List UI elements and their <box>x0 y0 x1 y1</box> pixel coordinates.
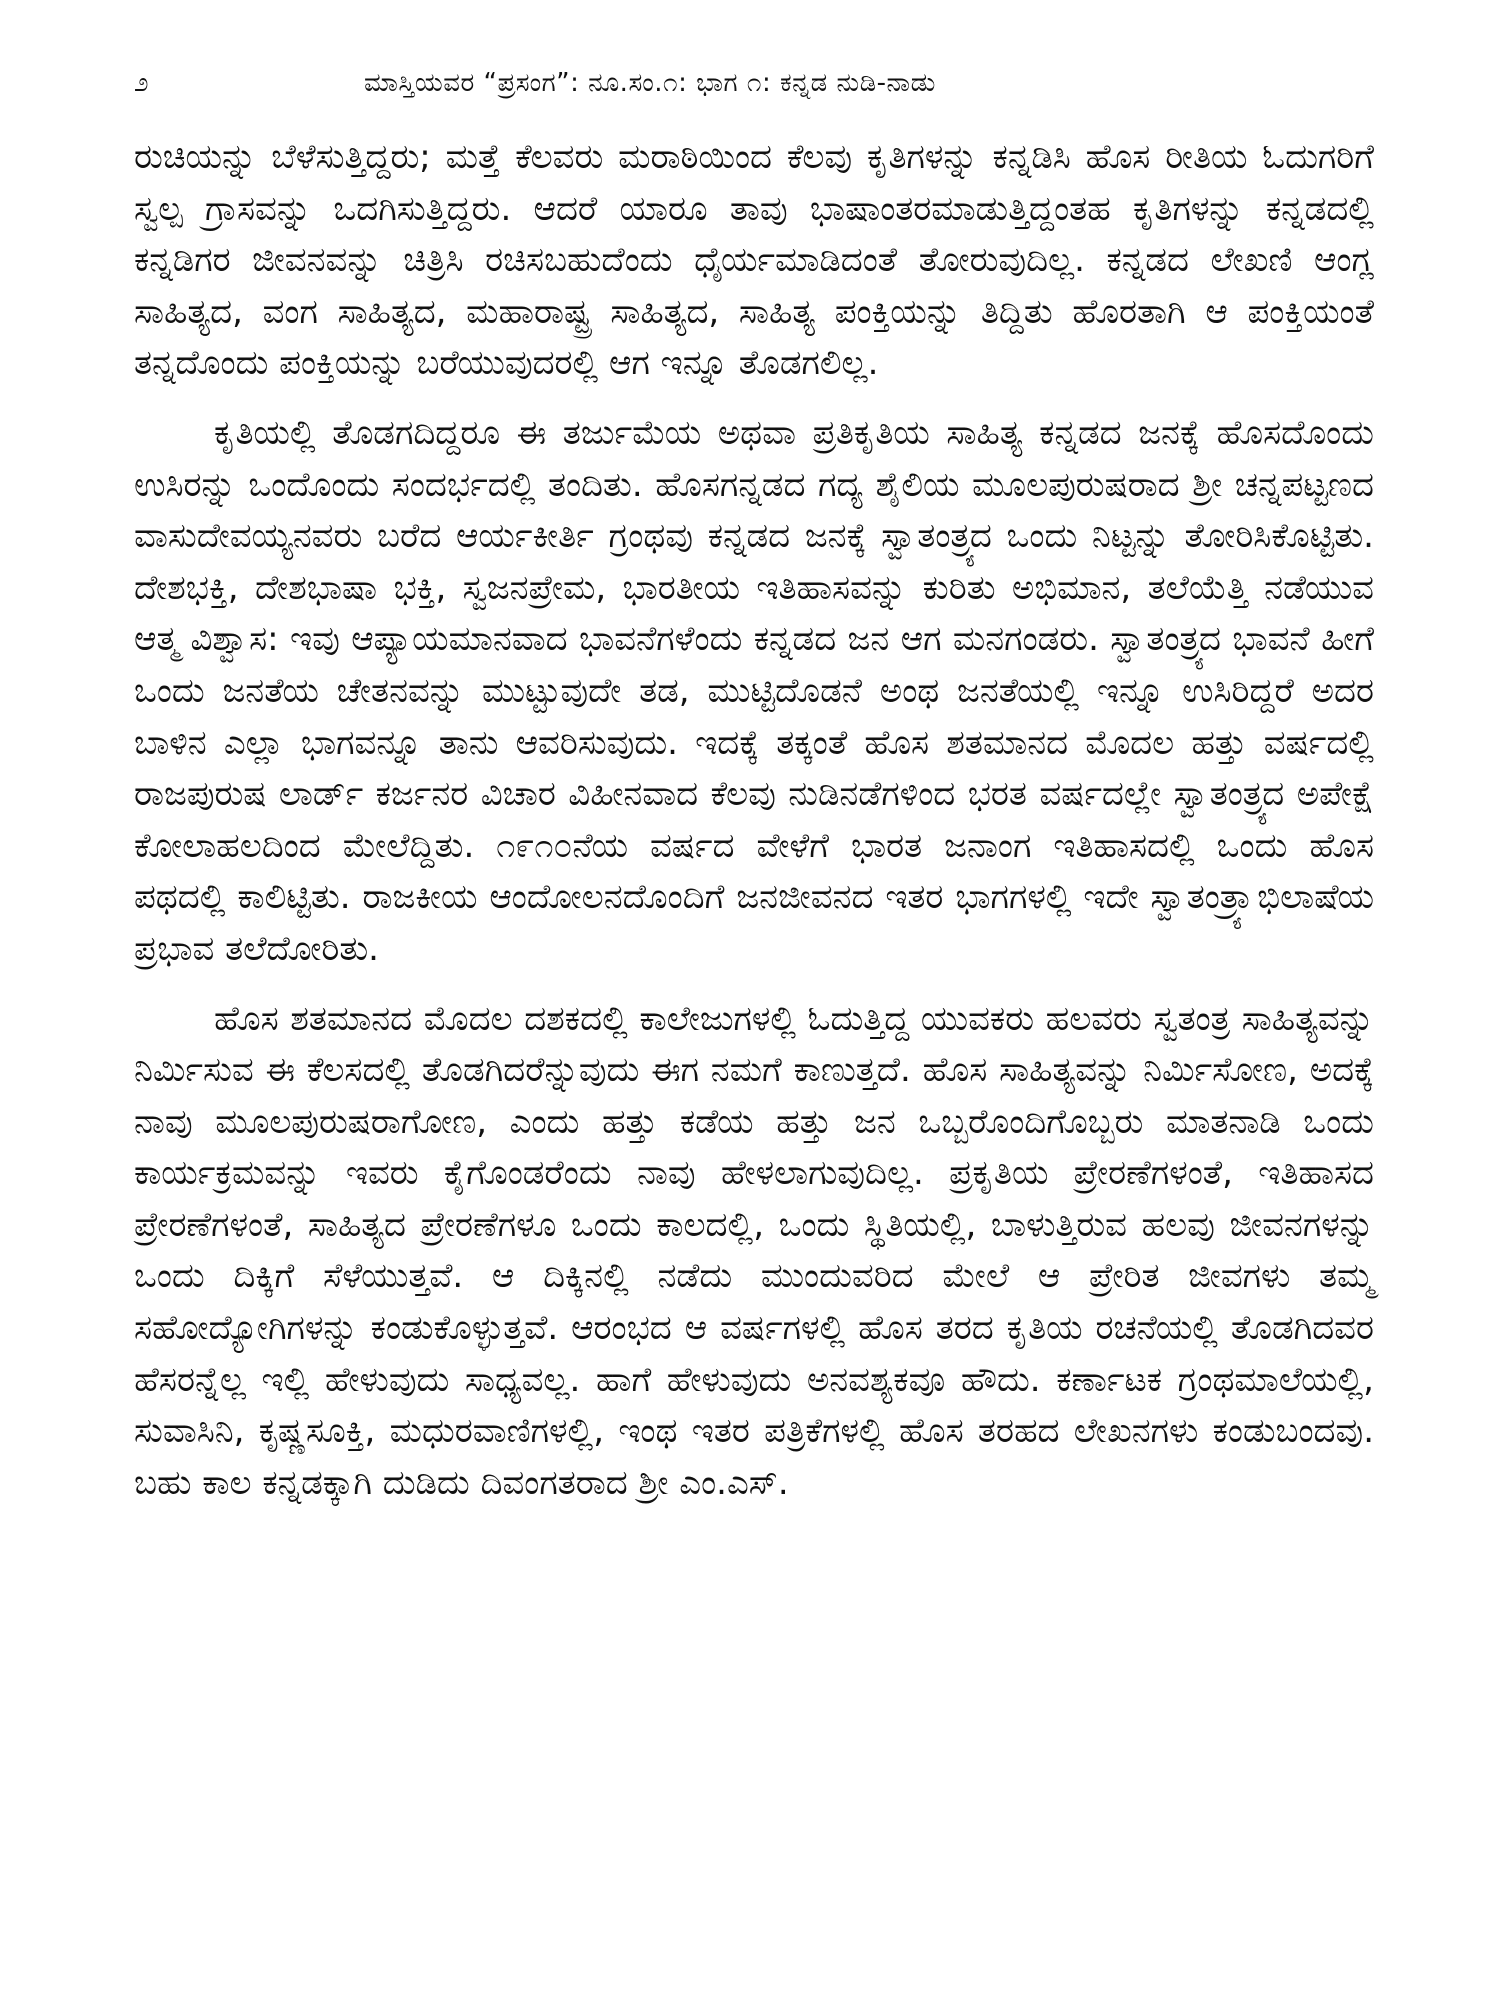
paragraph-1: ರುಚಿಯನ್ನು ಬೆಳೆಸುತ್ತಿದ್ದರು; ಮತ್ತೆ ಕೆಲವರು ಮರಾಠಿಯಿಂದ ಕೆಲವು ಕೃತಿಗಳನ್ನು ಕನ್ನಡಿಸಿ ಹೊಸ ರೀತಿಯ ಓದುಗರಿಗೆ ಸ್ವಲ್ಪ ಗ್ರಾಸವನ್ನು ಒದಗಿಸುತ್ತಿದ್ದರು. ಆದರೆ ಯಾರೂ ತಾವು ಭಾಷಾಂತರಮಾಡುತ್ತಿದ್ದಂತಹ ಕೃತಿಗಳನ್ನು ಕನ್ನಡದಲ್ಲಿ ಕನ್ನಡಿಗರ ಜೀವನವನ್ನು ಚಿತ್ರಿಸಿ ರಚಿಸಬಹುದೆಂದು ಧೈರ್ಯಮಾಡಿದಂತೆ ತೋರುವುದಿಲ್ಲ. ಕನ್ನಡದ ಲೇಖಣಿ ಆಂಗ್ಲ ಸಾಹಿತ್ಯದ, ವಂಗ ಸಾಹಿತ್ಯದ, ಮಹಾರಾಷ್ಟ್ರ ಸಾಹಿತ್ಯದ, ಸಾಹಿತ್ಯ ಪಂಕ್ತಿಯನ್ನು ತಿದ್ದಿತು ಹೊರತಾಗಿ ಆ ಪಂಕ್ತಿಯಂತೆ ತನ್ನದೊಂದು ಪಂಕ್ತಿಯನ್ನು ಬರೆಯುವುದರಲ್ಲಿ ಆಗ ಇನ್ನೂ ತೊಡಗಲಿಲ್ಲ. <box>134 137 1374 384</box>
page-number: ೨ <box>134 68 149 98</box>
paragraph-3: ಹೊಸ ಶತಮಾನದ ಮೊದಲ ದಶಕದಲ್ಲಿ ಕಾಲೇಜುಗಳಲ್ಲಿ ಓದುತ್ತಿದ್ದ ಯುವಕರು ಹಲವರು ಸ್ವತಂತ್ರ ಸಾಹಿತ್ಯವನ್ನು ನಿರ್ಮಿಸುವ ಈ ಕೆಲಸದಲ್ಲಿ ತೊಡಗಿದರೆನ್ನುವುದು ಈಗ ನಮಗೆ ಕಾಣುತ್ತದೆ. ಹೊಸ ಸಾಹಿತ್ಯವನ್ನು ನಿರ್ಮಿಸೋಣ, ಅದಕ್ಕೆ ನಾವು ಮೂಲಪುರುಷರಾಗೋಣ, ಎಂದು ಹತ್ತು ಕಡೆಯ ಹತ್ತು ಜನ ಒಬ್ಬರೊಂದಿಗೊಬ್ಬರು ಮಾತನಾಡಿ ಒಂದು ಕಾರ್ಯಕ್ರಮವನ್ನು ಇವರು ಕೈಗೊಂಡರೆಂದು ನಾವು ಹೇಳಲಾಗುವುದಿಲ್ಲ. ಪ್ರಕೃತಿಯ ಪ್ರೇರಣೆಗಳಂತೆ, ಇತಿಹಾಸದ ಪ್ರೇರಣೆಗಳಂತೆ, ಸಾಹಿತ್ಯದ ಪ್ರೇರಣೆಗಳೂ ಒಂದು ಕಾಲದಲ್ಲಿ, ಒಂದು ಸ್ಥಿತಿಯಲ್ಲಿ, ಬಾಳುತ್ತಿರುವ ಹಲವು ಜೀವನಗಳನ್ನು ಒಂದು ದಿಕ್ಕಿಗೆ ಸೆಳೆಯುತ್ತವೆ. ಆ ದಿಕ್ಕಿನಲ್ಲಿ ನಡೆದು ಮುಂದುವರಿದ ಮೇಲೆ ಆ ಪ್ರೇರಿತ ಜೀವಗಳು ತಮ್ಮ ಸಹೋದ್ಯೋಗಿಗಳನ್ನು ಕಂಡುಕೊಳ್ಳುತ್ತವೆ. ಆರಂಭದ ಆ ವರ್ಷಗಳಲ್ಲಿ ಹೊಸ ತರದ ಕೃತಿಯ ರಚನೆಯಲ್ಲಿ ತೊಡಗಿದವರ ಹೆಸರನ್ನೆಲ್ಲ ಇಲ್ಲಿ ಹೇಳುವುದು ಸಾಧ್ಯವಲ್ಲ. ಹಾಗೆ ಹೇಳುವುದು ಅನವಶ್ಯಕವೂ ಹೌದು. ಕರ್ಣಾಟಕ ಗ್ರಂಥಮಾಲೆಯಲ್ಲಿ, ಸುವಾಸಿನಿ, ಕೃಷ್ಣಸೂಕ್ತಿ, ಮಧುರವಾಣಿಗಳಲ್ಲಿ, ಇಂಥ ಇತರ ಪತ್ರಿಕೆಗಳಲ್ಲಿ ಹೊಸ ತರಹದ ಲೇಖನಗಳು ಕಂಡುಬಂದವು. ಬಹು ಕಾಲ ಕನ್ನಡಕ್ಕಾಗಿ ದುಡಿದು ದಿವಂಗತರಾದ ಶ್ರೀ ಎಂ.ಎಸ್. <box>134 998 1374 1503</box>
page-header <box>134 58 1374 108</box>
body-text <box>134 132 1374 1527</box>
paragraph-2: ಕೃತಿಯಲ್ಲಿ ತೊಡಗದಿದ್ದರೂ ಈ ತರ್ಜುಮೆಯ ಅಥವಾ ಪ್ರತಿಕೃತಿಯ ಸಾಹಿತ್ಯ ಕನ್ನಡದ ಜನಕ್ಕೆ ಹೊಸದೊಂದು ಉಸಿರನ್ನು ಒಂದೊಂದು ಸಂದರ್ಭದಲ್ಲಿ ತಂದಿತು. ಹೊಸಗನ್ನಡದ ಗದ್ಯ ಶೈಲಿಯ ಮೂಲಪುರುಷರಾದ ಶ್ರೀ ಚನ್ನಪಟ್ಟಣದ ವಾಸುದೇವಯ್ಯನವರು ಬರೆದ ಆರ್ಯಕೀರ್ತಿ ಗ್ರಂಥವು ಕನ್ನಡದ ಜನಕ್ಕೆ ಸ್ವಾತಂತ್ರ್ಯದ ಒಂದು ನಿಟ್ಟನ್ನು ತೋರಿಸಿಕೊಟ್ಟಿತು. ದೇಶಭಕ್ತಿ, ದೇಶಭಾಷಾ ಭಕ್ತಿ, ಸ್ವಜನಪ್ರೇಮ, ಭಾರತೀಯ ಇತಿಹಾಸವನ್ನು ಕುರಿತು ಅಭಿಮಾನ, ತಲೆಯೆತ್ತಿ ನಡೆಯುವ ಆತ್ಮ ವಿಶ್ವಾಸ: ಇವು ಆಪ್ಯಾಯಮಾನವಾದ ಭಾವನೆಗಳೆಂದು ಕನ್ನಡದ ಜನ ಆಗ ಮನಗಂಡರು. ಸ್ವಾತಂತ್ರ್ಯದ ಭಾವನೆ ಹೀಗೆ ಒಂದು ಜನತೆಯ ಚೇತನವನ್ನು ಮುಟ್ಟುವುದೇ ತಡ, ಮುಟ್ಟಿದೊಡನೆ ಅಂಥ ಜನತೆಯಲ್ಲಿ ಇನ್ನೂ ಉಸಿರಿದ್ದರೆ ಅದರ ಬಾಳಿನ ಎಲ್ಲಾ ಭಾಗವನ್ನೂ ತಾನು ಆವರಿಸುವುದು. ಇದಕ್ಕೆ ತಕ್ಕಂತೆ ಹೊಸ ಶತಮಾನದ ಮೊದಲ ಹತ್ತು ವರ್ಷದಲ್ಲಿ ರಾಜಪುರುಷ ಲಾರ್ಡ್ ಕರ್ಜನರ ವಿಚಾರ ವಿಹೀನವಾದ ಕೆಲವು ನುಡಿನಡೆಗಳಿಂದ ಭರತ ವರ್ಷದಲ್ಲೇ ಸ್ವಾತಂತ್ರ್ಯದ ಅಪೇಕ್ಷೆ ಕೋಲಾಹಲದಿಂದ ಮೇಲೆದ್ದಿತು. ೧೯೧೦ನೆಯ ವರ್ಷದ ವೇಳೆಗೆ ಭಾರತ ಜನಾಂಗ ಇತಿಹಾಸದಲ್ಲಿ ಒಂದು ಹೊಸ ಪಥದಲ್ಲಿ ಕಾಲಿಟ್ಟಿತು. ರಾಜಕೀಯ ಆಂದೋಲನದೊಂದಿಗೆ ಜನಜೀವನದ ಇತರ ಭಾಗಗಳಲ್ಲಿ ಇದೇ ಸ್ವಾತಂತ್ರ್ಯಾಭಿಲಾಷೆಯ ಪ್ರಭಾವ ತಲೆದೋರಿತು. <box>134 412 1374 969</box>
running-title: ಮಾಸ್ತಿಯವರ “ಪ್ರಸಂಗ”: ನೂ.ಸಂ.೧: ಭಾಗ ೧: ಕನ್ನಡ ನುಡಿ-ನಾಡು <box>364 68 936 98</box>
